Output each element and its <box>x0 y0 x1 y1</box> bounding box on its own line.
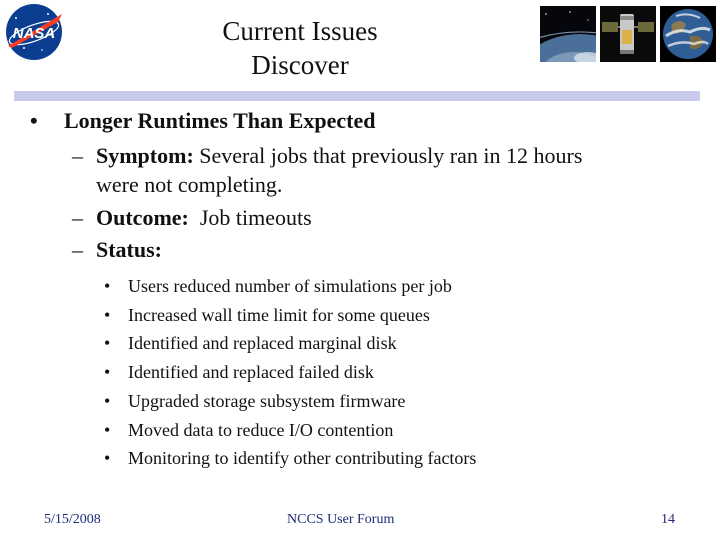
symptom-item <box>72 141 582 171</box>
main-bullet-text: Longer Runtimes Than Expected <box>64 108 376 133</box>
status-list-item <box>104 389 405 413</box>
status-text: Upgraded storage subsystem firmware <box>128 391 406 411</box>
status-text: Identified and replaced marginal disk <box>128 333 397 353</box>
earth-horizon-image <box>540 6 596 62</box>
earth-globe-image <box>660 6 716 62</box>
status-text: Increased wall time limit for some queues <box>128 305 430 325</box>
bullet-icon: • <box>104 362 111 382</box>
nasa-logo-icon <box>2 2 66 62</box>
dash-icon: – <box>72 205 83 230</box>
bullet-icon: • <box>104 391 111 411</box>
status-list-item <box>104 446 476 470</box>
bullet-icon: • <box>104 276 111 296</box>
outcome-text: Job timeouts <box>188 205 312 230</box>
status-text: Identified and replaced failed disk <box>128 362 374 382</box>
symptom-continuation: were not completing. <box>96 172 283 197</box>
dash-icon: – <box>72 237 83 262</box>
title-line-2: Discover <box>251 50 349 80</box>
footer-page-number: 14 <box>661 512 675 527</box>
outcome-item <box>72 203 312 233</box>
dash-icon: – <box>72 143 83 168</box>
status-label: Status: <box>96 237 163 262</box>
hubble-telescope-image <box>600 6 656 62</box>
status-text: Moved data to reduce I/O contention <box>128 420 394 440</box>
bullet-icon: • <box>104 333 111 353</box>
status-list-item <box>104 360 374 384</box>
status-list-item <box>104 274 452 298</box>
symptom-text: Several jobs that previously ran in 12 hours <box>193 143 583 168</box>
status-list-item <box>104 418 393 442</box>
footer-date: 5/15/2008 <box>44 512 101 527</box>
title-line-1: Current Issues <box>222 16 378 46</box>
status-text: Users reduced number of simulations per job <box>128 276 452 296</box>
bullet-icon: • <box>104 448 111 468</box>
bullet-icon: • <box>104 420 111 440</box>
main-bullet <box>30 108 376 134</box>
status-item <box>72 235 162 265</box>
footer-event: NCCS User Forum <box>287 512 395 527</box>
status-list-item <box>104 303 430 327</box>
svg-text:NASA: NASA <box>12 25 56 42</box>
bullet-icon: • <box>104 305 111 325</box>
slide-title <box>160 14 440 82</box>
title-divider <box>14 91 700 101</box>
bullet-icon: • <box>30 108 38 133</box>
status-list-item <box>104 331 397 355</box>
symptom-label: Symptom: <box>96 143 194 168</box>
status-text: Monitoring to identify other contributing factors <box>128 448 477 468</box>
outcome-label: Outcome: <box>96 205 189 230</box>
